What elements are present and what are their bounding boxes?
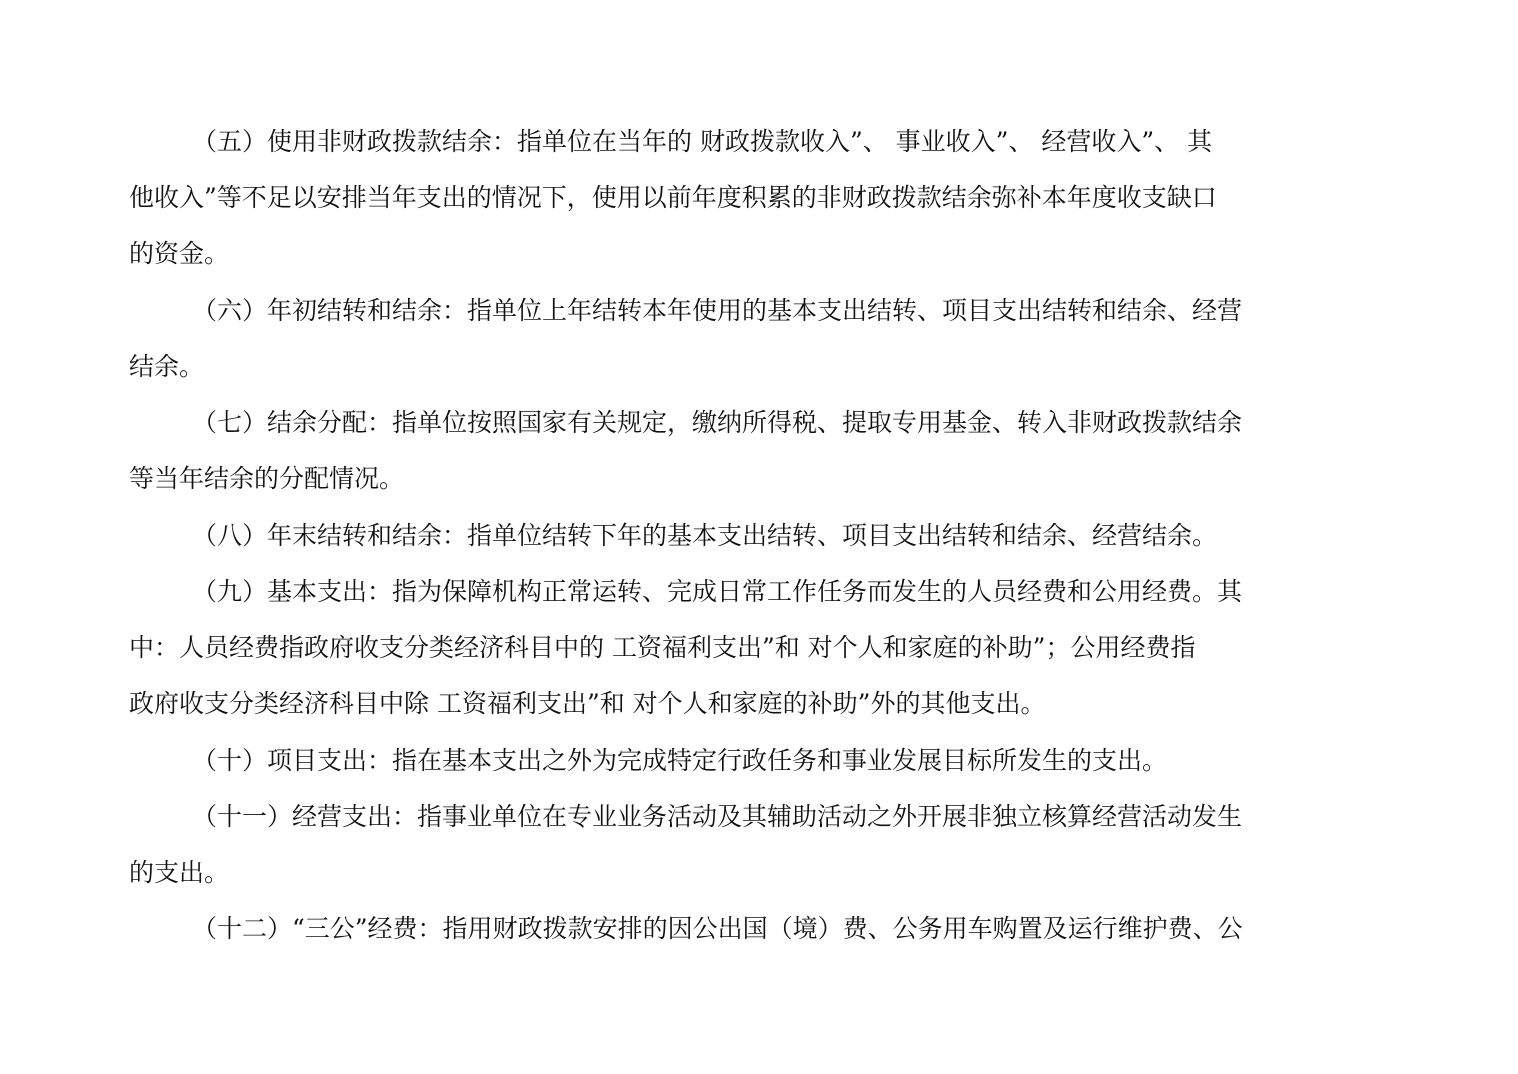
paragraph-7-line-1: （七）结余分配：指单位按照国家有关规定，缴纳所得税、提取专用基金、转入非财政拨款结余	[192, 408, 1243, 437]
paragraph-11-line-1: （十一）经营支出：指事业单位在专业业务活动及其辅助活动之外开展非独立核算经营活动发生	[192, 802, 1243, 831]
paragraph-9-line-3: 政府收支分类经济科目中除 工资福利支出”和 对个人和家庭的补助”外的其他支出。	[129, 689, 1046, 718]
paragraph-8-line-1: （八）年末结转和结余：指单位结转下年的基本支出结转、项目支出结转和结余、经营结余。	[192, 521, 1218, 550]
paragraph-11-line-2: 的支出。	[129, 858, 230, 887]
paragraph-7-line-2: 等当年结余的分配情况。	[129, 464, 405, 493]
paragraph-12-line-1: （十二）“三公”经费：指用财政拨款安排的因公出国（境）费、公务用车购置及运行维护费、公	[192, 914, 1243, 943]
paragraph-6-line-2: 结余。	[129, 352, 205, 381]
paragraph-6-line-1: （六）年初结转和结余：指单位上年结转本年使用的基本支出结转、项目支出结转和结余、经营	[192, 296, 1243, 325]
paragraph-5-line-1: （五）使用非财政拨款结余：指单位在当年的 财政拨款收入”、 事业收入”、 经营收入”、 其	[192, 127, 1213, 156]
paragraph-9-line-1: （九）基本支出：指为保障机构正常运转、完成日常工作任务而发生的人员经费和公用经费。其	[192, 577, 1243, 606]
paragraph-9-line-2: 中：人员经费指政府收支分类经济科目中的 工资福利支出”和 对个人和家庭的补助”；公用经费指	[129, 633, 1196, 662]
paragraph-5-line-3: 的资金。	[129, 239, 230, 268]
paragraph-5-line-2: 他收入”等不足以安排当年支出的情况下，使用以前年度积累的非财政拨款结余弥补本年度收支缺口	[129, 183, 1217, 212]
paragraph-10-line-1: （十）项目支出：指在基本支出之外为完成特定行政任务和事业发展目标所发生的支出。	[192, 746, 1168, 775]
